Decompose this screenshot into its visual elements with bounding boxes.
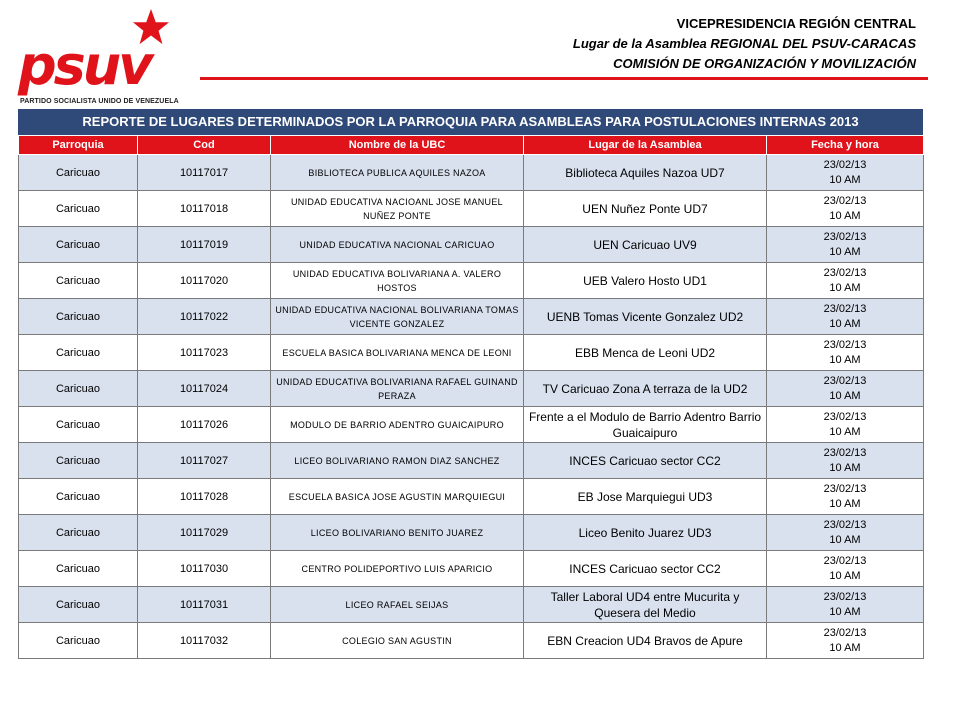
ubc-name-cell: MODULO DE BARRIO ADENTRO GUAICAIPURO	[271, 407, 524, 443]
date-text: 23/02/13	[823, 374, 867, 387]
time-text: 10 AM	[829, 317, 861, 330]
header-divider	[200, 77, 928, 80]
date-text: 23/02/13	[823, 554, 867, 567]
assembly-table	[18, 135, 924, 659]
date-text: 23/02/13	[823, 230, 867, 243]
ubc-name-cell: UNIDAD EDUCATIVA NACIONAL CARICUAO	[271, 227, 524, 263]
assembly-place-cell: INCES Caricuao sector CC2	[524, 443, 767, 479]
assembly-place-cell: Frente a el Modulo de Barrio Adentro Barrio Guaicaipuro	[524, 407, 767, 443]
time-text: 10 AM	[829, 641, 861, 654]
parroquia-cell: Caricuao	[19, 371, 138, 407]
parroquia-cell: Caricuao	[19, 407, 138, 443]
time-text: 10 AM	[829, 461, 861, 474]
table-row	[19, 479, 924, 515]
assembly-place-cell: UEN Nuñez Ponte UD7	[524, 191, 767, 227]
cod-cell: 10117028	[138, 479, 271, 515]
cod-cell: 10117020	[138, 263, 271, 299]
date-time-cell	[767, 407, 924, 443]
cod-cell: 10117019	[138, 227, 271, 263]
cod-cell: 10117027	[138, 443, 271, 479]
psuv-logo	[14, 6, 194, 118]
header-line-3: COMISIÓN DE ORGANIZACIÓN Y MOVILIZACIÓN	[613, 56, 916, 71]
parroquia-cell: Caricuao	[19, 515, 138, 551]
date-time-cell	[767, 191, 924, 227]
report-title: REPORTE DE LUGARES DETERMINADOS POR LA PARROQUIA PARA ASAMBLEAS PARA POSTULACIONES INTERNAS 2013	[18, 109, 923, 135]
parroquia-cell: Caricuao	[19, 587, 138, 623]
parroquia-cell: Caricuao	[19, 623, 138, 659]
table-row	[19, 407, 924, 443]
header-line-2: Lugar de la Asamblea REGIONAL DEL PSUV-CARACAS	[572, 36, 916, 51]
ubc-name-cell: LICEO BOLIVARIANO RAMON DIAZ SANCHEZ	[271, 443, 524, 479]
ubc-name-cell: CENTRO POLIDEPORTIVO LUIS APARICIO	[271, 551, 524, 587]
cod-cell: 10117024	[138, 371, 271, 407]
time-text: 10 AM	[829, 569, 861, 582]
table-row	[19, 191, 924, 227]
assembly-place-cell: UEB Valero Hosto UD1	[524, 263, 767, 299]
table-row	[19, 515, 924, 551]
date-text: 23/02/13	[823, 590, 867, 603]
cod-cell: 10117018	[138, 191, 271, 227]
time-text: 10 AM	[829, 605, 861, 618]
assembly-place-cell: Biblioteca Aquiles Nazoa UD7	[524, 155, 767, 191]
date-text: 23/02/13	[823, 410, 867, 423]
parroquia-cell: Caricuao	[19, 551, 138, 587]
table-row	[19, 335, 924, 371]
time-text: 10 AM	[829, 353, 861, 366]
table-row	[19, 155, 924, 191]
column-header-fecha: Fecha y hora	[767, 136, 924, 155]
assembly-place-cell: EBN Creacion UD4 Bravos de Apure	[524, 623, 767, 659]
date-time-cell	[767, 587, 924, 623]
parroquia-cell: Caricuao	[19, 191, 138, 227]
ubc-name-cell: UNIDAD EDUCATIVA BOLIVARIANA A. VALERO HOSTOS	[271, 263, 524, 299]
date-time-cell	[767, 299, 924, 335]
date-text: 23/02/13	[823, 518, 867, 531]
ubc-name-cell: UNIDAD EDUCATIVA BOLIVARIANA RAFAEL GUINAND PERAZA	[271, 371, 524, 407]
assembly-place-cell: EB Jose Marquiegui UD3	[524, 479, 767, 515]
time-text: 10 AM	[829, 209, 861, 222]
cod-cell: 10117032	[138, 623, 271, 659]
date-text: 23/02/13	[823, 626, 867, 639]
date-time-cell	[767, 155, 924, 191]
parroquia-cell: Caricuao	[19, 443, 138, 479]
ubc-name-cell: COLEGIO SAN AGUSTIN	[271, 623, 524, 659]
cod-cell: 10117030	[138, 551, 271, 587]
parroquia-cell: Caricuao	[19, 335, 138, 371]
table-row	[19, 299, 924, 335]
time-text: 10 AM	[829, 245, 861, 258]
date-text: 23/02/13	[823, 302, 867, 315]
date-text: 23/02/13	[823, 266, 867, 279]
ubc-name-cell: BIBLIOTECA PUBLICA AQUILES NAZOA	[271, 155, 524, 191]
column-header-lugar: Lugar de la Asamblea	[524, 136, 767, 155]
table-row	[19, 443, 924, 479]
ubc-name-cell: UNIDAD EDUCATIVA NACIOANL JOSE MANUEL NUÑEZ PONTE	[271, 191, 524, 227]
column-header-parroquia: Parroquia	[19, 136, 138, 155]
assembly-place-cell: TV Caricuao Zona A terraza de la UD2	[524, 371, 767, 407]
date-time-cell	[767, 623, 924, 659]
date-text: 23/02/13	[823, 338, 867, 351]
cod-cell: 10117022	[138, 299, 271, 335]
assembly-place-cell: Liceo Benito Juarez UD3	[524, 515, 767, 551]
parroquia-cell: Caricuao	[19, 263, 138, 299]
assembly-place-cell: UENB Tomas Vicente Gonzalez UD2	[524, 299, 767, 335]
date-time-cell	[767, 227, 924, 263]
time-text: 10 AM	[829, 173, 861, 186]
date-text: 23/02/13	[823, 446, 867, 459]
ubc-name-cell: LICEO RAFAEL SEIJAS	[271, 587, 524, 623]
parroquia-cell: Caricuao	[19, 227, 138, 263]
logo-subtitle: PARTIDO SOCIALISTA UNIDO DE VENEZUELA	[20, 98, 179, 105]
date-time-cell	[767, 335, 924, 371]
assembly-place-cell: Taller Laboral UD4 entre Mucurita y Quesera del Medio	[524, 587, 767, 623]
ubc-name-cell: ESCUELA BASICA BOLIVARIANA MENCA DE LEONI	[271, 335, 524, 371]
time-text: 10 AM	[829, 497, 861, 510]
report-section	[18, 109, 923, 659]
table-row	[19, 227, 924, 263]
cod-cell: 10117031	[138, 587, 271, 623]
table-row	[19, 263, 924, 299]
table-row	[19, 587, 924, 623]
date-time-cell	[767, 515, 924, 551]
cod-cell: 10117026	[138, 407, 271, 443]
table-row	[19, 551, 924, 587]
time-text: 10 AM	[829, 533, 861, 546]
parroquia-cell: Caricuao	[19, 155, 138, 191]
column-header-cod: Cod	[138, 136, 271, 155]
column-header-ubc: Nombre de la UBC	[271, 136, 524, 155]
assembly-place-cell: EBB Menca de Leoni UD2	[524, 335, 767, 371]
date-text: 23/02/13	[823, 194, 867, 207]
assembly-place-cell: UEN Caricuao UV9	[524, 227, 767, 263]
logo-wordmark: psuv	[18, 34, 151, 97]
date-text: 23/02/13	[823, 482, 867, 495]
date-time-cell	[767, 443, 924, 479]
assembly-place-cell: INCES Caricuao sector CC2	[524, 551, 767, 587]
ubc-name-cell: ESCUELA BASICA JOSE AGUSTIN MARQUIEGUI	[271, 479, 524, 515]
ubc-name-cell: LICEO BOLIVARIANO BENITO JUAREZ	[271, 515, 524, 551]
time-text: 10 AM	[829, 425, 861, 438]
parroquia-cell: Caricuao	[19, 299, 138, 335]
table-header-row	[19, 136, 924, 155]
parroquia-cell: Caricuao	[19, 479, 138, 515]
time-text: 10 AM	[829, 281, 861, 294]
date-text: 23/02/13	[823, 158, 867, 171]
date-time-cell	[767, 263, 924, 299]
ubc-name-cell: UNIDAD EDUCATIVA NACIONAL BOLIVARIANA TOMAS VICENTE GONZALEZ	[271, 299, 524, 335]
cod-cell: 10117017	[138, 155, 271, 191]
date-time-cell	[767, 479, 924, 515]
time-text: 10 AM	[829, 389, 861, 402]
cod-cell: 10117029	[138, 515, 271, 551]
cod-cell: 10117023	[138, 335, 271, 371]
document-header	[573, 14, 916, 74]
date-time-cell	[767, 371, 924, 407]
header-line-1: VICEPRESIDENCIA REGIÓN CENTRAL	[676, 16, 916, 31]
table-row	[19, 371, 924, 407]
date-time-cell	[767, 551, 924, 587]
table-row	[19, 623, 924, 659]
